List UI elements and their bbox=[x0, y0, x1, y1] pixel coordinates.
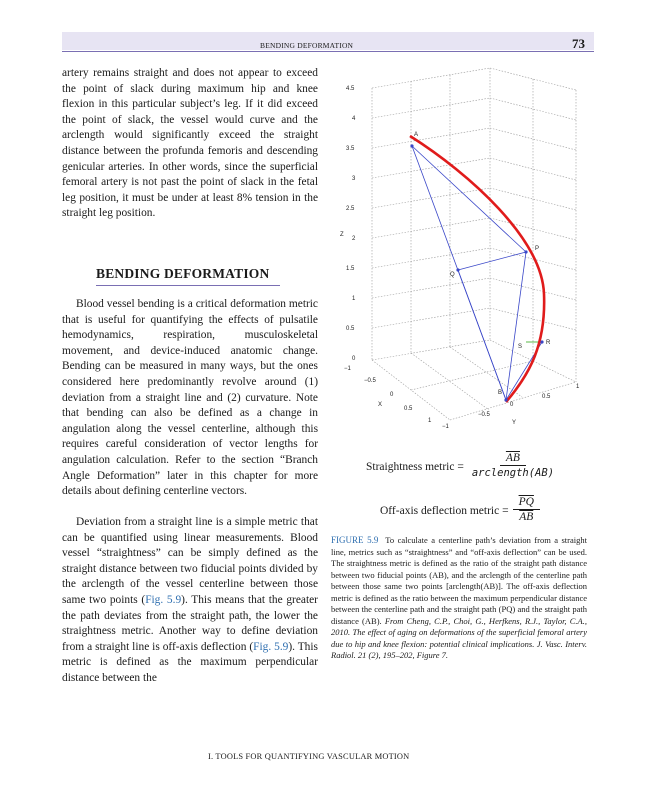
y-tick: 0 bbox=[510, 402, 514, 408]
x-axis-label: X bbox=[378, 402, 383, 408]
z-tick: 3.5 bbox=[346, 146, 355, 152]
straightness-denominator: arclength(AB) bbox=[471, 467, 555, 479]
section-heading: BENDING DEFORMATION bbox=[96, 266, 270, 281]
point-q-marker bbox=[456, 268, 459, 271]
y-tick: −1 bbox=[442, 424, 449, 430]
header-rule bbox=[62, 51, 594, 52]
label-b: B bbox=[498, 390, 503, 396]
plot-box bbox=[372, 68, 576, 420]
footer-part-title: I. TOOLS FOR QUANTIFYING VASCULAR MOTION bbox=[208, 752, 410, 761]
figure-svg bbox=[330, 64, 594, 436]
paragraph-deviation bbox=[62, 515, 318, 687]
label-q: Q bbox=[450, 272, 455, 278]
z-tick: 3 bbox=[352, 176, 356, 182]
point-p-marker bbox=[524, 250, 527, 253]
straightness-numerator: $\overline{AB}$ bbox=[500, 452, 526, 466]
label-s: S bbox=[518, 344, 523, 350]
label-p: P bbox=[535, 246, 540, 252]
x-tick: 1 bbox=[428, 418, 432, 424]
straight-path-lines bbox=[412, 146, 542, 400]
figure-caption bbox=[331, 535, 587, 662]
box-edge bbox=[372, 68, 490, 88]
z-tick: 0 bbox=[352, 356, 356, 362]
line-a-p bbox=[412, 146, 526, 252]
point-b-marker bbox=[504, 398, 507, 401]
figure-link-1[interactable]: Fig. 5.9 bbox=[145, 593, 182, 606]
z-tick: 4 bbox=[352, 116, 356, 122]
offaxis-denominator: AB bbox=[519, 511, 534, 523]
point-markers bbox=[410, 144, 543, 401]
figure-link-2[interactable]: Fig. 5.9 bbox=[253, 640, 289, 653]
line-p-q bbox=[458, 252, 526, 270]
point-labels bbox=[414, 132, 551, 396]
offaxis-numerator: $\overline{PQ}$ bbox=[513, 496, 540, 510]
paragraph-deviation-part-2: ). This means that the greater the path deviates from the straight path, the lower the straightness metric. Another way to define deviation from a straight line is off-axis deflection ( bbox=[62, 593, 318, 653]
caption-citation: From Cheng, C.P., Choi, G., Herfkens, R.J., Taylor, C.A., 2010. The effect of aging on deformations of the superficial femoral artery due to hip and knee flexion: potential clinical implications. J. Vasc. Interv. Radiol. 21 (2), 195–202, Figure 7. bbox=[331, 615, 587, 660]
paragraph-continued: artery remains straight and does not appear to exceed the point of slack during maximum hip and knee flexion in this particular subject’s leg. If it did exceed the point of slack, the vessel would curve and the arclength would significantly exceed the straight distance between the profunda femoris and descending genicular arteries. In other words, since the superficial femoral artery is not past the point of slack in the fetal leg position, it must be under at least 8% tension in the straight leg position. bbox=[62, 67, 318, 220]
z-ticks bbox=[346, 86, 356, 362]
section-heading-rule bbox=[96, 285, 280, 286]
x-tick: 0 bbox=[390, 392, 394, 398]
x-tick: −1 bbox=[344, 366, 351, 372]
label-a: A bbox=[414, 132, 419, 138]
y-tick: 1 bbox=[576, 384, 580, 390]
straightness-fraction bbox=[468, 452, 558, 481]
z-tick: 1.5 bbox=[346, 266, 355, 272]
label-r: R bbox=[546, 340, 551, 346]
page-number: 73 bbox=[572, 36, 585, 51]
paragraph-deviation-part-1: Deviation from a straight line is a simple metric that can be quantified using linear measurements. Blood vessel “straightness” can be simply defined as the straight distance between two fiducial points divided by the arclength of the vessel centerline between those same two points ( bbox=[62, 516, 318, 606]
figure-5-9-plot bbox=[330, 64, 594, 436]
point-a-marker bbox=[410, 144, 413, 147]
y-tick: −0.5 bbox=[478, 412, 490, 418]
y-axis-label: Y bbox=[512, 420, 517, 426]
x-tick: 0.5 bbox=[404, 406, 413, 412]
x-ticks bbox=[344, 366, 432, 424]
y-tick: 0.5 bbox=[542, 394, 551, 400]
z-axis-label: Z bbox=[340, 232, 344, 238]
z-tick: 0.5 bbox=[346, 326, 355, 332]
offaxis-fraction bbox=[513, 496, 540, 525]
offaxis-formula bbox=[380, 496, 540, 525]
running-title: BENDING DEFORMATION bbox=[260, 41, 354, 50]
box-edge bbox=[372, 340, 490, 360]
caption-text: To calculate a centerline path’s deviation from a straight line, metrics such as “straightness” and “off-axis deflection” can be used. The straightness metric is defined as the ratio of the straight path distance between two fiducial points (AB), and the arclength of the centerline path between those same two points [arclength(AB)]. The off-axis deflection metric is defined as the ratio between the maximum perpendicular distance between the centerline path and the straight path (PQ) and the straight path distance (AB). bbox=[331, 535, 587, 626]
z-tick: 1 bbox=[352, 296, 356, 302]
straightness-label: Straightness metric = bbox=[366, 460, 464, 473]
box-edge bbox=[450, 382, 576, 420]
paragraph-bending: Blood vessel bending is a critical deformation metric that is useful for quantifying the effects of pulsatile hemodynamics, respiration, musculoskeletal movement, and device-induced anatomic change. Bending can be measured in many ways, but the ones considered here predominantly revolve around (1) deviation from a straight line and (2) curvature. Note that bending can also be defined as a change in angulation along the vessel centerline, although this requires careful consideration of vector lengths for angulation calculation. Refer to the section “Branch Angle Deformation” later in this chapter for more details about defining centerline vectors. bbox=[62, 298, 318, 498]
point-r-marker bbox=[540, 340, 543, 343]
grid-lines bbox=[372, 75, 576, 410]
z-tick: 2.5 bbox=[346, 206, 355, 212]
z-tick: 4.5 bbox=[346, 86, 355, 92]
x-tick: −0.5 bbox=[364, 378, 376, 384]
paragraph-deviation-part-3: ). This metric is defined as the maximum perpendicular distance between the bbox=[62, 640, 318, 684]
line-q-b bbox=[458, 270, 506, 400]
z-tick: 2 bbox=[352, 236, 356, 242]
caption-label: FIGURE 5.9 bbox=[331, 535, 379, 545]
straightness-formula bbox=[366, 452, 558, 481]
offaxis-label: Off-axis deflection metric = bbox=[380, 504, 509, 517]
